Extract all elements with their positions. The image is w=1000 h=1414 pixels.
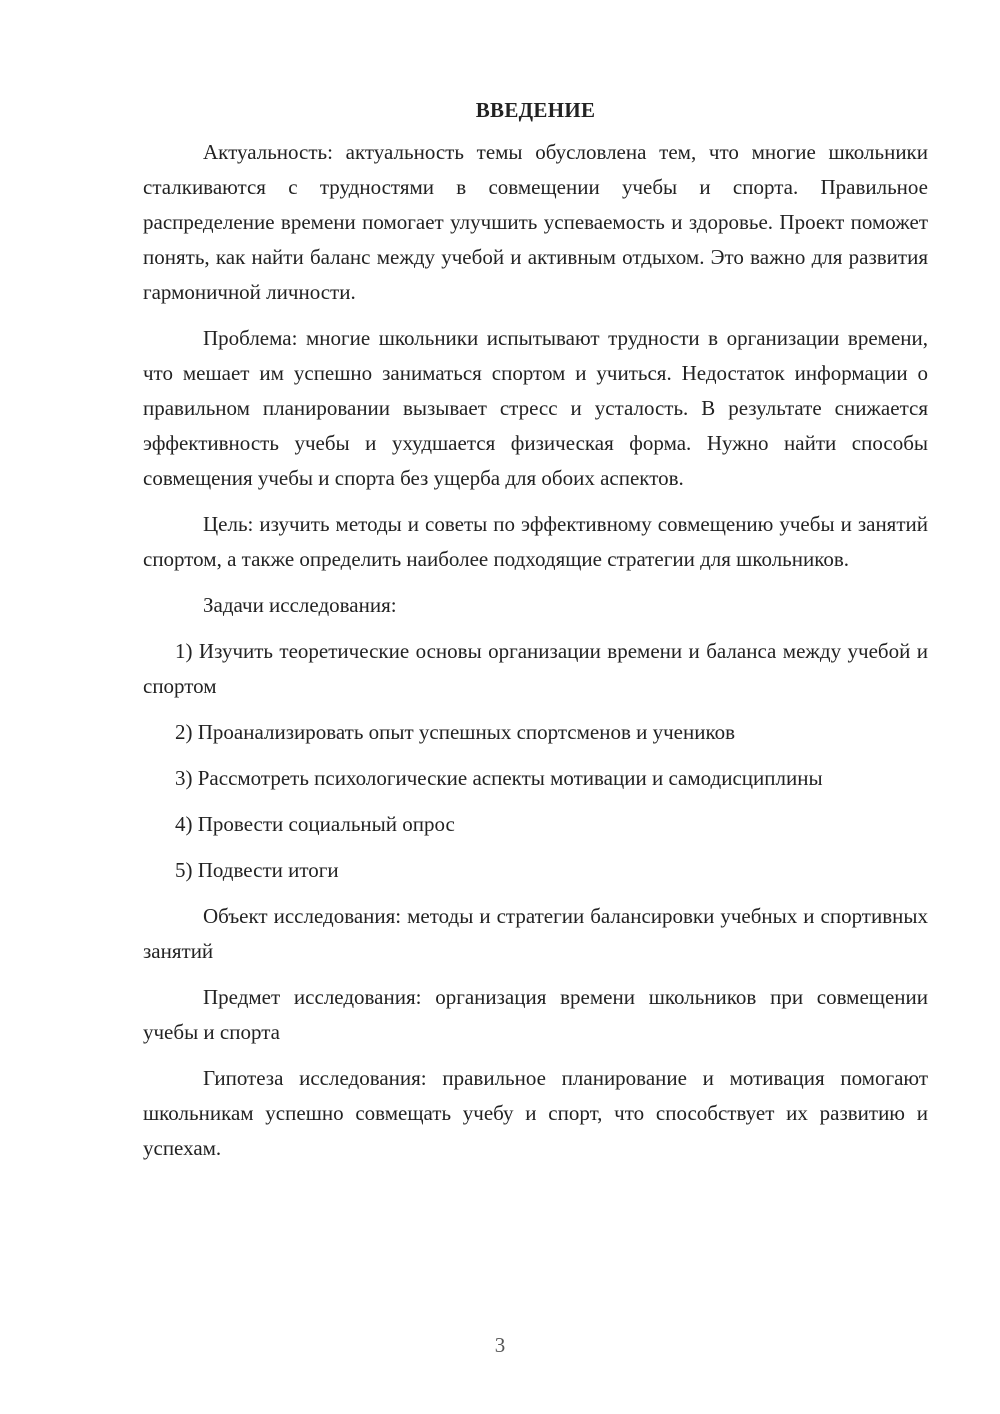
hypothesis-paragraph: Гипотеза исследования: правильное планирование и мотивация помогают школьникам успешно совмещать учебу и спорт, что способствует их развитию и успехам.	[143, 1066, 928, 1160]
task-item-3: 3) Рассмотреть психологические аспекты мотивации и самодисциплины	[175, 766, 823, 790]
research-object-paragraph: Объект исследования: методы и стратегии балансировки учебных и спортивных занятий	[143, 904, 928, 963]
task-item-4: 4) Провести социальный опрос	[175, 812, 455, 836]
problem-paragraph: Проблема: многие школьники испытывают трудности в организации времени, что мешает им успешно заниматься спортом и учиться. Недостаток информации о правильном планировании вызывает стресс и усталость. В результате снижается эффективность учебы и ухудшается физическая форма. Нужно найти способы совмещения учебы и спорта без ущерба для обоих аспектов.	[143, 326, 928, 490]
document-page	[143, 95, 928, 1177]
section-heading: ВВЕДЕНИЕ	[475, 98, 596, 122]
task-item-2: 2) Проанализировать опыт успешных спортсменов и учеников	[175, 720, 736, 744]
goal-paragraph: Цель: изучить методы и советы по эффективному совмещению учебы и занятий спортом, а также определить наиболее подходящие стратегии для школьников.	[143, 512, 928, 571]
task-item-1: 1) Изучить теоретические основы организации времени и баланса между учебой и спортом	[143, 639, 928, 698]
tasks-title: Задачи исследования:	[203, 593, 397, 617]
relevance-paragraph: Актуальность: актуальность темы обусловлена тем, что многие школьники сталкиваются с трудностями в совмещении учебы и спорта. Правильное распределение времени помогает улучшить успеваемость и здоровье. Проект поможет понять, как найти баланс между учебой и активным отдыхом. Это важно для развития гармоничной личности.	[143, 140, 928, 304]
research-subject-paragraph: Предмет исследования: организация времени школьников при совмещении учебы и спорта	[143, 985, 928, 1044]
page-number: 3	[494, 1333, 506, 1357]
task-item-5: 5) Подвести итоги	[175, 858, 339, 882]
